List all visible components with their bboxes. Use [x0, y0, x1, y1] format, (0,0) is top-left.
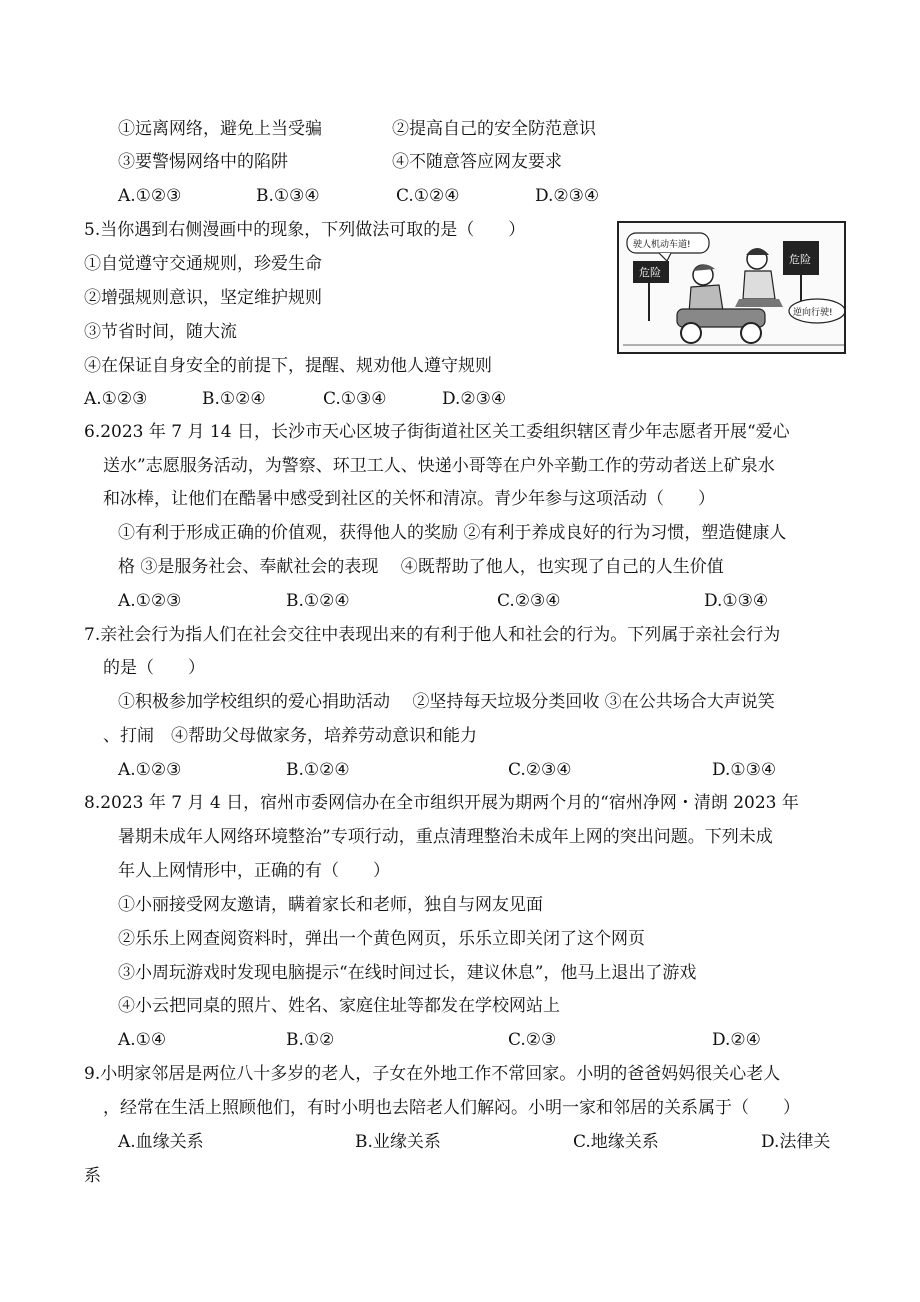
q5-item-2: ②增强规则意识，坚定维护规则 [84, 288, 322, 308]
q5-option-d: D.②③④ [442, 389, 507, 409]
q9-option-b: B.业缘关系 [355, 1132, 441, 1152]
q9-option-c: C.地缘关系 [573, 1132, 659, 1152]
q5-stem: 5.当你遇到右侧漫画中的现象，下列做法可取的是（ ） [84, 220, 526, 240]
q4-option-a: A.①②③ [118, 186, 182, 206]
cartoon-drawing [619, 223, 846, 354]
q9-option-d-wrap: 系 [84, 1166, 101, 1186]
q7-option-b: B.①②④ [286, 760, 350, 780]
q6-items-line-2: 格 ③是服务社会、奉献社会的表现 ④既帮助了他人，也实现了自己的人生价值 [118, 557, 724, 577]
q5-option-a: A.①②③ [84, 389, 148, 409]
q4-item-2: ②提高自己的安全防范意识 [392, 119, 596, 139]
q8-stem-line-3: 年人上网情形中，正确的有（ ） [118, 861, 390, 881]
traffic-cartoon [617, 221, 846, 354]
q6-option-c: C.②③④ [497, 591, 561, 611]
q8-item-2: ②乐乐上网查阅资料时，弹出一个黄色网页，乐乐立即关闭了这个网页 [118, 929, 645, 949]
q7-stem-line-1: 7.亲社会行为指人们在社会交往中表现出来的有利于他人和社会的行为。下列属于亲社会行为 [84, 625, 781, 645]
q8-option-c: C.②③ [508, 1030, 557, 1050]
q4-item-3: ③要警惕网络中的陷阱 [118, 152, 288, 172]
q4-option-b: B.①③④ [256, 186, 320, 206]
q7-option-a: A.①②③ [118, 760, 182, 780]
q4-option-c: C.①②④ [396, 186, 460, 206]
q8-option-d: D.②④ [712, 1030, 761, 1050]
cartoon-sign-2: 危险 [789, 253, 811, 266]
q8-item-1: ①小丽接受网友邀请，瞒着家长和老师，独自与网友见面 [118, 895, 543, 915]
q5-item-3: ③节省时间，随大流 [84, 322, 237, 342]
cartoon-bubble-1: 驶人机动车道! [633, 240, 691, 250]
q7-option-c: C.②③④ [508, 760, 572, 780]
q7-stem-line-2: 的是（ ） [103, 658, 205, 678]
q6-items-line-1: ①有利于形成正确的价值观，获得他人的奖励 ②有利于养成良好的行为习惯，塑造健康人 [118, 523, 787, 543]
q6-option-b: B.①②④ [286, 591, 350, 611]
q7-items-line-1: ①积极参加学校组织的爱心捐助活动 ②坚持每天垃圾分类回收 ③在公共场合大声说笑 [118, 692, 775, 712]
q8-stem-line-2: 暑期未成年人网络环境整治”专项行动，重点清理整治未成年上网的突出问题。下列未成 [118, 827, 773, 847]
q6-stem-line-3: 和冰棒，让他们在酷暑中感受到社区的关怀和清凉。青少年参与这项活动（ ） [103, 489, 715, 509]
cartoon-bubble-2: 逆向行驶! [793, 308, 833, 318]
q8-option-b: B.①② [286, 1030, 335, 1050]
q6-option-d: D.①③④ [704, 591, 769, 611]
q4-item-1: ①远离网络，避免上当受骗 [118, 119, 322, 139]
q9-stem-line-2: ，经常在生活上照顾他们，有时小明也去陪老人们解闷。小明一家和邻居的关系属于（ ） [103, 1098, 800, 1118]
q6-stem-line-2: 送水”志愿服务活动，为警察、环卫工人、快递小哥等在户外辛勤工作的劳动者送上矿泉水 [103, 456, 775, 476]
q8-item-4: ④小云把同桌的照片、姓名、家庭住址等都发在学校网站上 [118, 996, 560, 1016]
q9-option-a: A.血缘关系 [118, 1132, 204, 1152]
q5-item-4: ④在保证自身安全的前提下，提醒、规劝他人遵守规则 [84, 356, 492, 376]
cartoon-sign-1: 危险 [639, 266, 661, 279]
q4-option-d: D.②③④ [535, 186, 600, 206]
q8-option-a: A.①④ [118, 1030, 167, 1050]
q4-item-4: ④不随意答应网友要求 [392, 152, 562, 172]
q8-stem-line-1: 8.2023 年 7 月 4 日，宿州市委网信办在全市组织开展为期两个月的“宿州净网・清朗 2023 年 [84, 793, 799, 813]
q5-option-b: B.①②④ [202, 389, 266, 409]
q7-items-line-2: 、打闹 ④帮助父母做家务，培养劳动意识和能力 [103, 726, 477, 746]
q6-option-a: A.①②③ [118, 591, 182, 611]
q5-item-1: ①自觉遵守交通规则，珍爱生命 [84, 254, 322, 274]
q6-stem-line-1: 6.2023 年 7 月 14 日，长沙市天心区坡子街街道社区关工委组织辖区青少年志愿者开展“爱心 [84, 422, 790, 442]
q5-option-c: C.①③④ [323, 389, 387, 409]
q9-option-d: D.法律关 [761, 1132, 831, 1152]
q7-option-d: D.①③④ [712, 760, 777, 780]
q9-stem-line-1: 9.小明家邻居是两位八十多岁的老人，子女在外地工作不常回家。小明的爸爸妈妈很关心老人 [84, 1064, 781, 1084]
q8-item-3: ③小周玩游戏时发现电脑提示“在线时间过长，建议休息”，他马上退出了游戏 [118, 963, 697, 983]
